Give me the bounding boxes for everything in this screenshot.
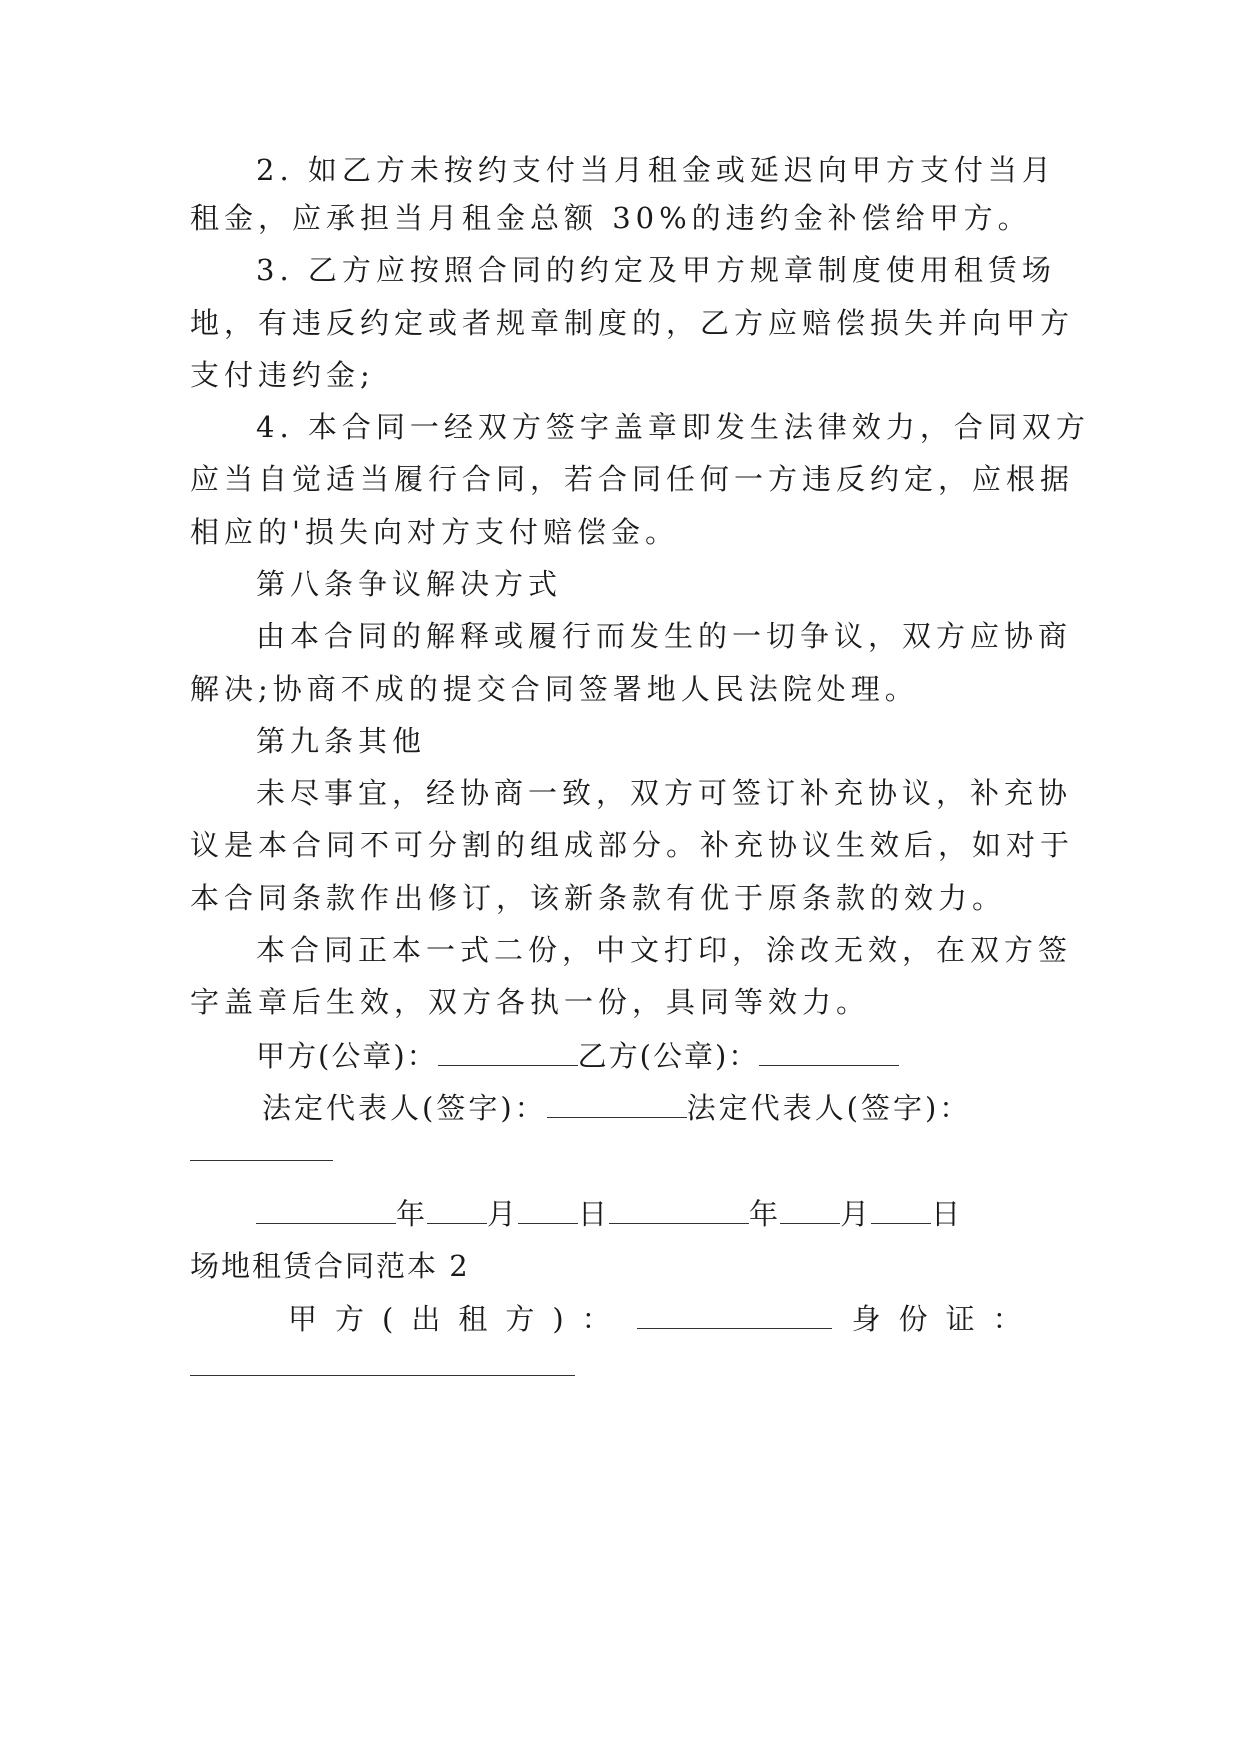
rep-a-blank (547, 1087, 687, 1118)
paragraph-line: 2. 如乙方未按约支付当月租金或延迟向甲方支付当月 (256, 153, 1056, 187)
paragraph-line: 本合同条款作出修订，该新条款有优于原条款的效力。 (190, 881, 1007, 915)
paragraph-line: 相应的'损失向对方支付赔偿金。 (190, 515, 679, 549)
rep-a-label: 法定代表人(签字)： (262, 1091, 547, 1125)
month-a-blank (427, 1193, 487, 1224)
contract-heading: 场地租赁合同范本 2 (190, 1249, 470, 1283)
year-a-blank (256, 1193, 396, 1224)
id-blank (190, 1375, 575, 1376)
paragraph-line: 由本合同的解释或履行而发生的一切争议，双方应协商 (256, 619, 1073, 653)
party-a-seal-blank (438, 1035, 578, 1066)
year-b-blank (609, 1193, 749, 1224)
party-b-seal-label: 乙方(公章)： (577, 1039, 760, 1073)
day-label: 日 (931, 1197, 963, 1231)
seal-line (256, 1035, 1056, 1076)
month-b-blank (780, 1193, 840, 1224)
id-label: 身份证： (851, 1302, 1040, 1336)
year-label: 年 (749, 1197, 781, 1231)
day-b-blank (871, 1193, 931, 1224)
party-a-seal-label: 甲方(公章)： (256, 1039, 438, 1073)
paragraph-line: 地，有违反约定或者规章制度的，乙方应赔偿损失并向甲方 (190, 306, 1075, 340)
paragraph-line: 未尽事宜，经协商一致，双方可签订补充协议，补充协 (256, 776, 1073, 810)
section-heading: 第八条争议解决方式 (256, 567, 563, 601)
month-label: 月 (840, 1197, 872, 1231)
year-label: 年 (396, 1197, 428, 1231)
paragraph-line: 应当自觉适当履行合同，若合同任何一方违反约定，应根据 (190, 462, 1075, 496)
paragraph-line: 本合同正本一式二份，中文打印，涂改无效，在双方签 (256, 933, 1073, 967)
month-label: 月 (487, 1197, 519, 1231)
rep-b-blank (190, 1160, 333, 1161)
paragraph-line: 议是本合同不可分割的组成部分。补充协议生效后，如对于 (190, 828, 1075, 862)
paragraph-line: 4. 本合同一经双方签字盖章即发生法律效力，合同双方 (256, 410, 1090, 444)
lessor-label: 甲方(出租方)： (288, 1302, 629, 1336)
day-a-blank (518, 1193, 578, 1224)
day-label: 日 (578, 1197, 610, 1231)
lessor-line (288, 1298, 1058, 1339)
date-line (256, 1193, 1056, 1234)
lessor-blank (637, 1298, 832, 1329)
paragraph-line: 解决;协商不成的提交合同签署地人民法院处理。 (190, 672, 919, 706)
party-b-seal-blank (759, 1035, 899, 1066)
paragraph-line: 租金，应承担当月租金总额 30%的违约金补偿给甲方。 (190, 201, 1032, 235)
paragraph-line: 3. 乙方应按照合同的约定及甲方规章制度使用租赁场 (256, 253, 1056, 287)
section-heading: 第九条其他 (256, 724, 427, 758)
paragraph-line: 字盖章后生效，双方各执一份，具同等效力。 (190, 985, 871, 1019)
rep-b-label: 法定代表人(签字)： (686, 1091, 972, 1125)
paragraph-line: 支付违约金; (190, 358, 375, 392)
representative-line (262, 1087, 1062, 1128)
